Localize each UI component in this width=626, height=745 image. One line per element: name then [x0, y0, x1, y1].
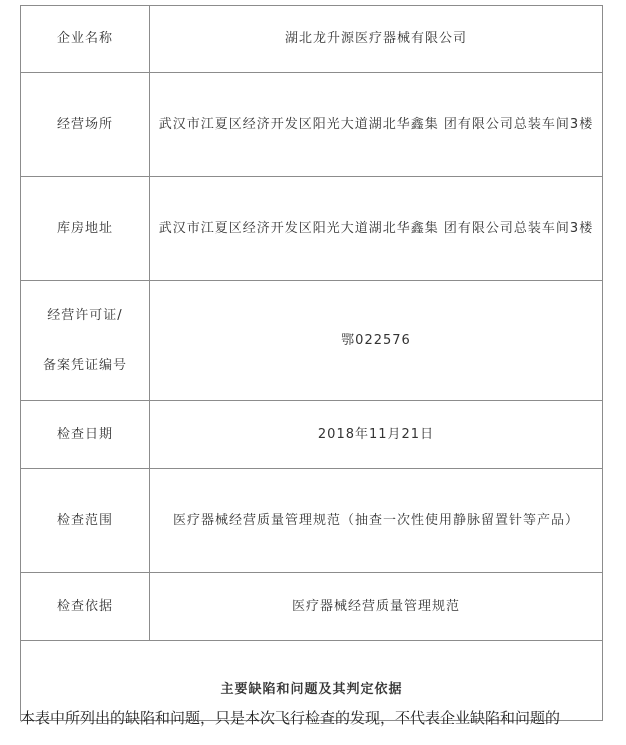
row-label [21, 6, 150, 73]
row-value [150, 281, 603, 401]
row-label [21, 177, 150, 281]
row-value [150, 73, 603, 177]
table-row-license-number [21, 281, 603, 401]
company-name-value: 湖北龙升源医疗器械有限公司 [284, 31, 467, 46]
row-label-text: 企业名称 [56, 31, 113, 46]
row-label-text: 经营场所 [56, 116, 113, 132]
row-label-text: 检查范围 [56, 512, 113, 528]
row-value [150, 6, 603, 73]
table-row-inspection-basis [21, 573, 603, 641]
table-row-inspection-scope [21, 469, 603, 573]
row-value [150, 401, 603, 469]
row-label-text: 检查日期 [56, 426, 113, 442]
business-address-value: 武汉市江夏区经济开发区阳光大道湖北华鑫集 团有限公司总装车间3楼 [158, 116, 594, 132]
inspection-basis-value: 医疗器械经营质量管理规范 [291, 598, 460, 614]
license-number-value: 鄂022576 [341, 332, 411, 348]
row-label [21, 573, 150, 641]
table-row-inspection-date [21, 401, 603, 469]
row-value [150, 573, 603, 641]
table-row-business-address [21, 73, 603, 177]
table-row-company-name [21, 6, 603, 73]
inspection-date-value: 2018年11月21日 [317, 426, 435, 442]
inspection-info-table [20, 5, 603, 721]
row-label-text-line-2: 备案凭证编号 [42, 357, 127, 373]
row-value [150, 177, 603, 281]
row-label [21, 469, 150, 573]
row-label-text: 库房地址 [56, 220, 113, 236]
table-row-warehouse-address [21, 177, 603, 281]
body-paragraph: 本表中所列出的缺陷和问题，只是本次飞行检查的发现，不代表企业缺陷和问题的 [20, 709, 561, 727]
row-label-text-line-1: 经营许可证/ [47, 307, 123, 323]
row-label [21, 281, 150, 401]
row-value [150, 469, 603, 573]
section-heading: 主要缺陷和问题及其判定依据 [21, 641, 603, 721]
warehouse-address-value: 武汉市江夏区经济开发区阳光大道湖北华鑫集 团有限公司总装车间3楼 [158, 220, 594, 236]
inspection-scope-value: 医疗器械经营质量管理规范（抽查一次性使用静脉留置针等产品） [172, 512, 579, 528]
row-label [21, 401, 150, 469]
row-label-text: 检查依据 [56, 598, 113, 614]
row-label [21, 73, 150, 177]
